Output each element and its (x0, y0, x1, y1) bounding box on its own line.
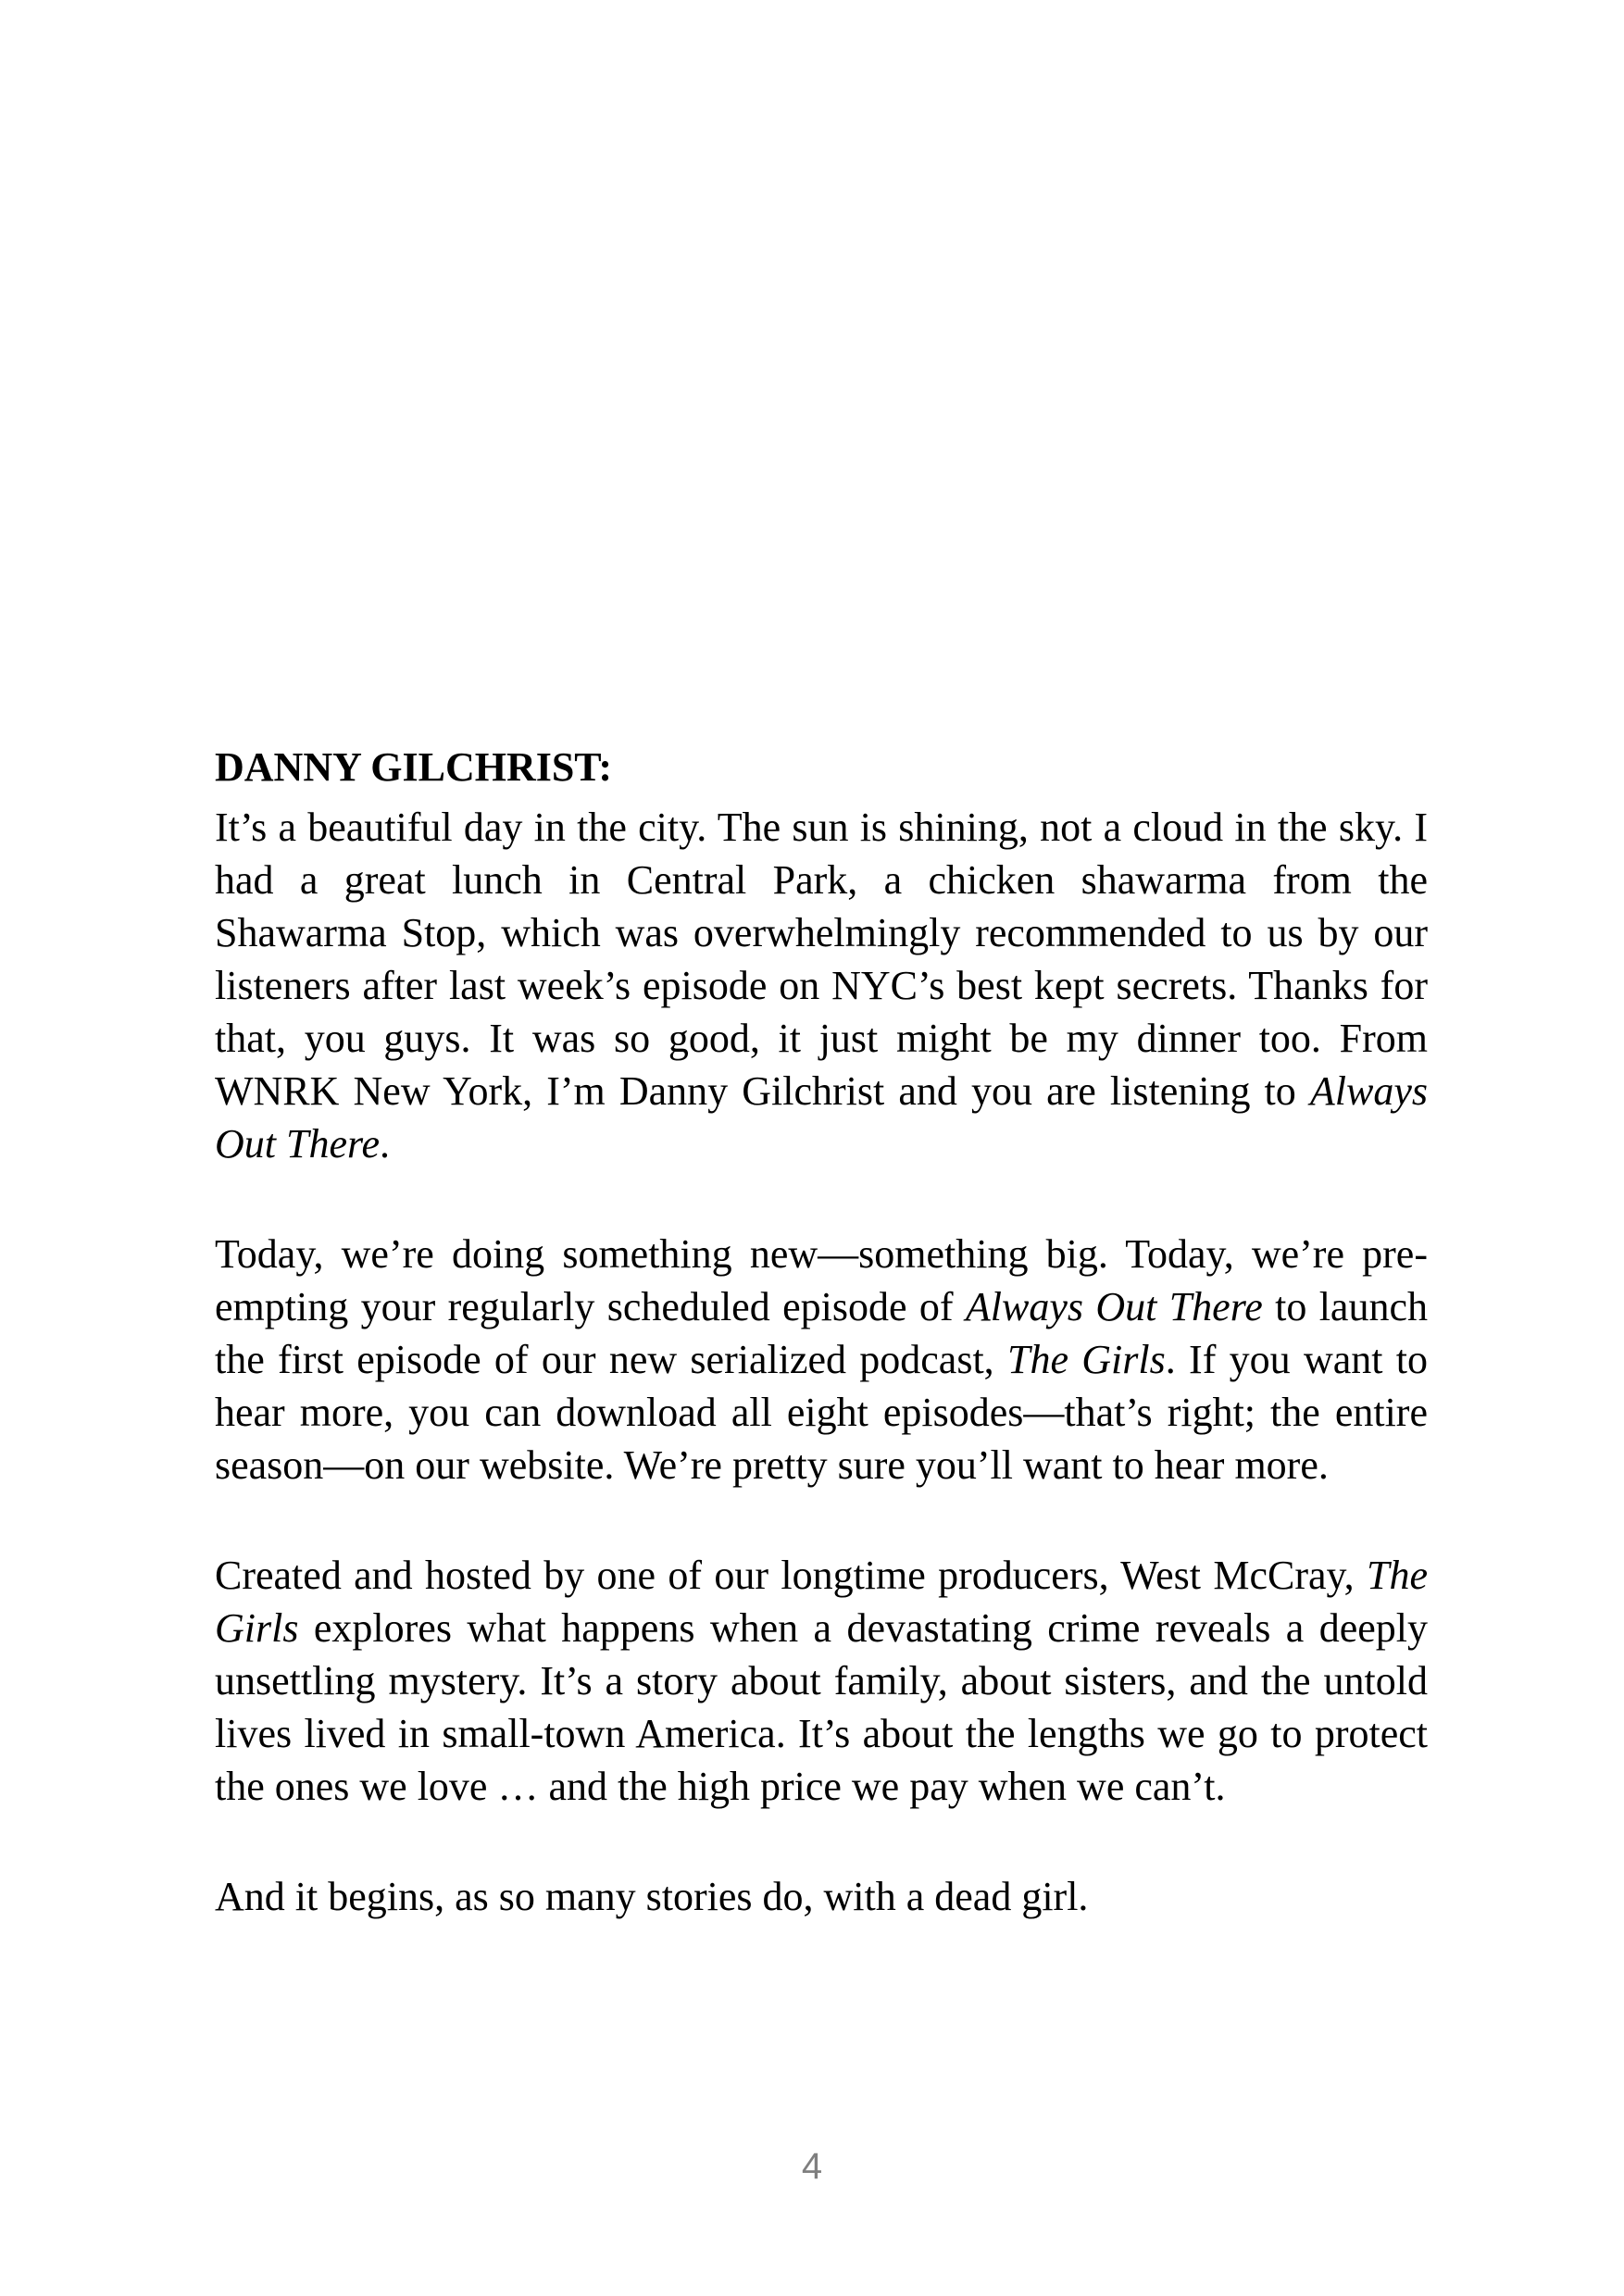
paragraph-announcement (215, 1228, 1428, 1491)
paragraph-description (215, 1549, 1428, 1813)
text-run: Today, we’re doing something new—something big. Today, we’re pre-empting your regularly scheduled episode of (215, 1231, 1428, 1329)
text-run: It’s a beautiful day in the city. The sun is shining, not a cloud in the sky. I had a great lunch in Central Park, a chicken shawarma from the Shawarma Stop, which was overwhelmingly recommended to us by our listeners after last week’s episode on NYC’s best kept secrets. Thanks for that, you guys. It was so good, it just might be my dinner too. From WNRK New York, I’m Danny Gilchrist and you are listening to (215, 805, 1428, 1114)
paragraph-closing (215, 1870, 1428, 1923)
text-run: . If you want to hear more, you can download all eight episodes—that’s right; the entire season—on our website. We’re pretty sure you’ll want to hear more. (215, 1337, 1428, 1488)
text-run: . (380, 1121, 391, 1167)
text-run: And it begins, as so many stories do, with a dead girl. (215, 1874, 1089, 1919)
podcast-title: The Girls (1006, 1337, 1166, 1382)
speaker-name: DANNY GILCHRIST: (215, 744, 613, 790)
text-run: Created and hosted by one of our longtime producers, West McCray, (215, 1553, 1367, 1598)
show-title: Always Out There (215, 1068, 1428, 1167)
show-title: Always Out There (965, 1284, 1263, 1329)
page-number: 4 (801, 2146, 823, 2187)
text-run: explores what happens when a devastating crime reveals a deeply unsettling mystery. It’s a story about family, about sisters, and the untold lives lived in small-town America. It’s about the lengths we go to protect the ones we love … and the high price we pay when we can’t. (215, 1605, 1428, 1809)
page-content (215, 741, 1428, 1923)
podcast-title: The Girls (215, 1553, 1428, 1651)
paragraph-intro (215, 801, 1428, 1170)
text-run: to launch the first episode of our new serialized podcast, (215, 1284, 1428, 1382)
